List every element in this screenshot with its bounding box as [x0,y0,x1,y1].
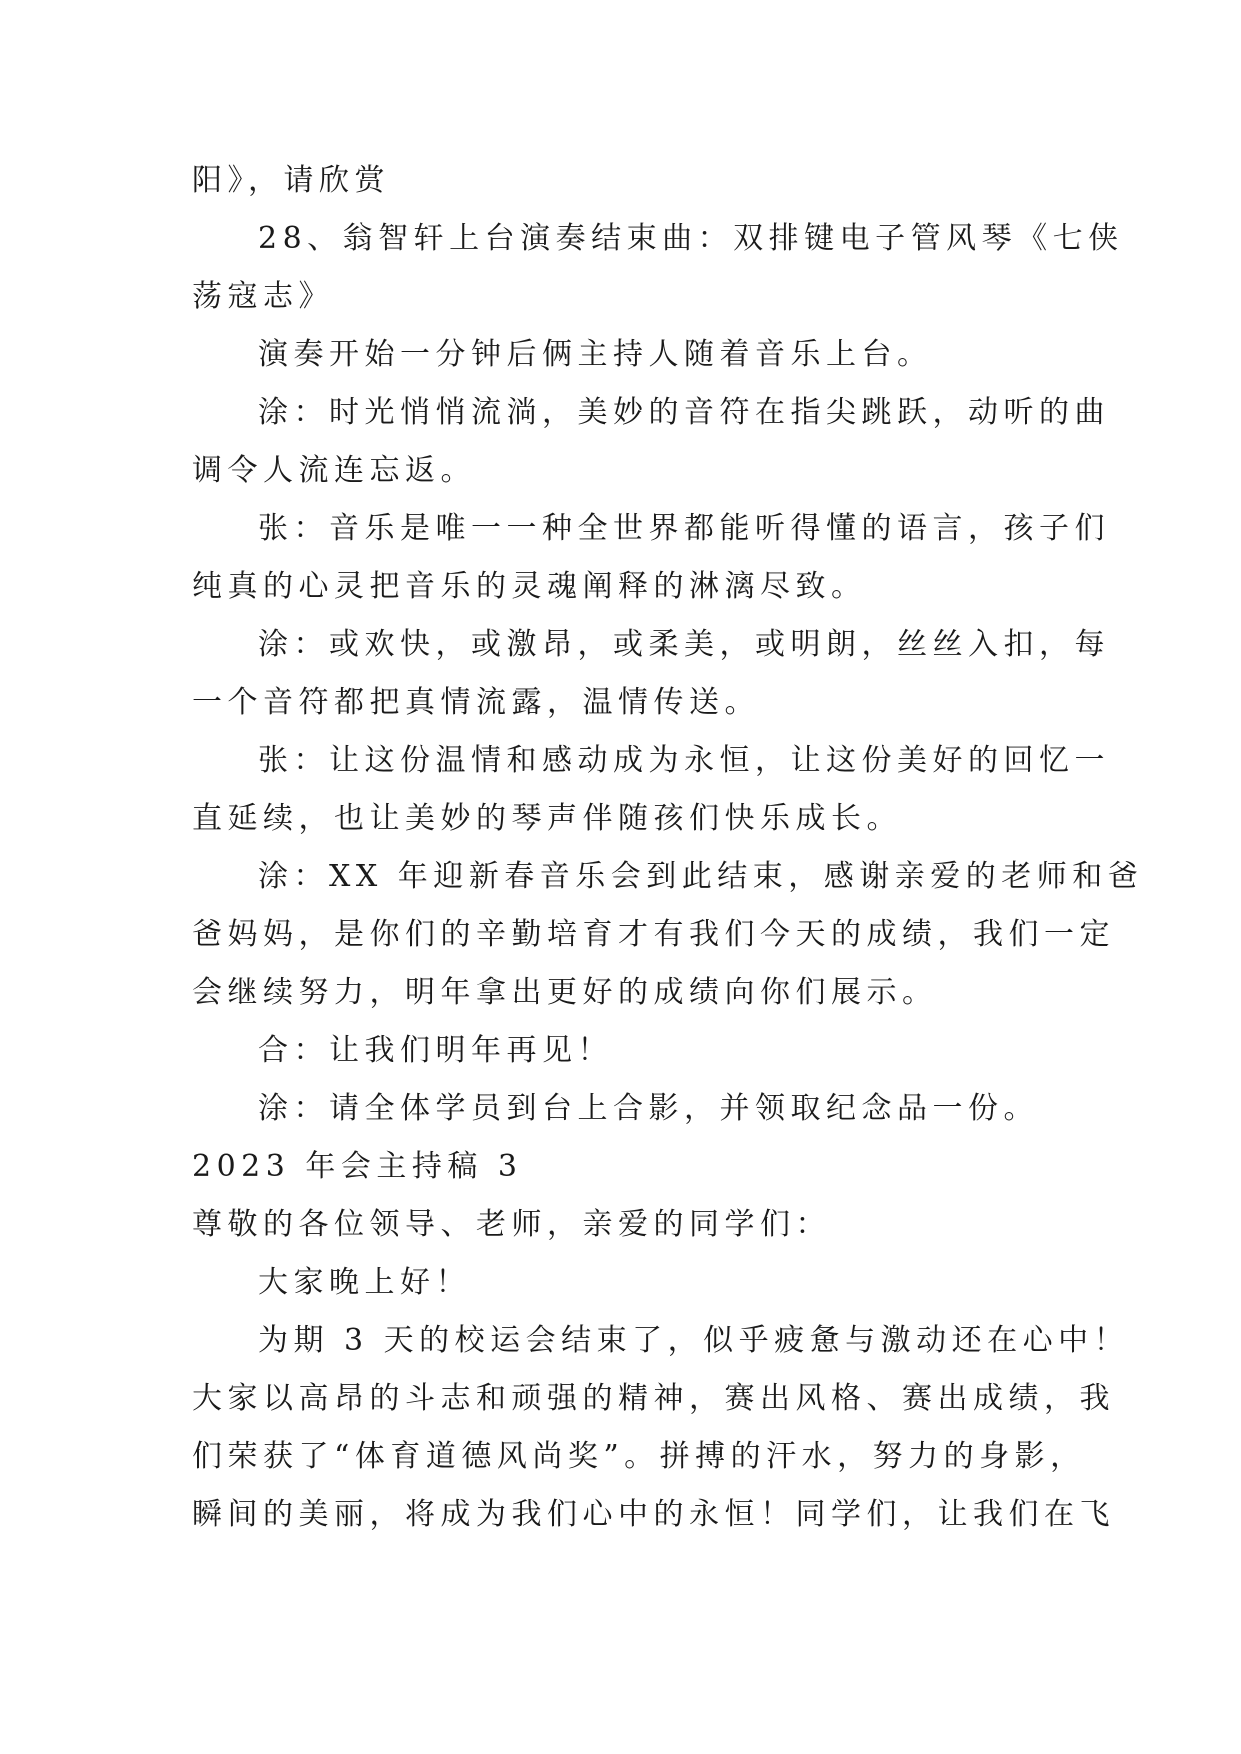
text-line: 为期 3 天的校运会结束了，似乎疲惫与激动还在心中！ [258,1323,1130,1358]
text-line: 爸妈妈，是你们的辛勤培育才有我们今天的成绩，我们一定 [192,917,1115,952]
text-line: 直延续，也让美妙的琴声伴随孩们快乐成长。 [192,801,902,836]
text-line: 纯真的心灵把音乐的灵魂阐释的淋漓尽致。 [192,569,867,604]
text-line: 张：让这份温情和感动成为永恒，让这份美好的回忆一 [258,743,1110,778]
greeting: 大家晚上好！ [258,1265,471,1300]
text-line: 涂：XX 年迎新春音乐会到此结束，感谢亲爱的老师和爸 [258,859,1144,894]
text-line: 涂：请全体学员到台上合影，并领取纪念品一份。 [258,1091,1039,1126]
text-line: 会继续努力，明年拿出更好的成绩向你们展示。 [192,975,938,1010]
text-line: 演奏开始一分钟后俩主持人随着音乐上台。 [258,337,933,372]
text-line: 荡寇志》 [192,279,334,314]
text-line: 张：音乐是唯一一种全世界都能听得懂的语言，孩子们 [258,511,1110,546]
document-body [192,152,1144,1544]
text-line: 涂：时光悄悄流淌，美妙的音符在指尖跳跃，动听的曲 [258,395,1110,430]
text-line: 合：让我们明年再见！ [258,1033,613,1068]
text-line: 涂：或欢快，或激昂，或柔美，或明朗，丝丝入扣，每 [258,627,1110,662]
text-line: 们荣获了“体育道德风尚奖”。拼搏的汗水，努力的身影， [192,1439,1086,1474]
text-line: 瞬间的美丽，将成为我们心中的永恒！同学们，让我们在飞 [192,1497,1115,1532]
text-line: 28、翁智轩上台演奏结束曲：双排键电子管风琴《七侠 [258,221,1124,256]
salutation: 尊敬的各位领导、老师，亲爱的同学们： [192,1207,831,1242]
text-line: 调令人流连忘返。 [192,453,476,488]
text-line: 大家以高昂的斗志和顽强的精神，赛出风格、赛出成绩，我 [192,1381,1115,1416]
text-line: 阳》，请欣赏 [192,163,390,198]
section-heading: 2023 年会主持稿 3 [192,1149,523,1184]
text-line: 一个音符都把真情流露，温情传送。 [192,685,760,720]
